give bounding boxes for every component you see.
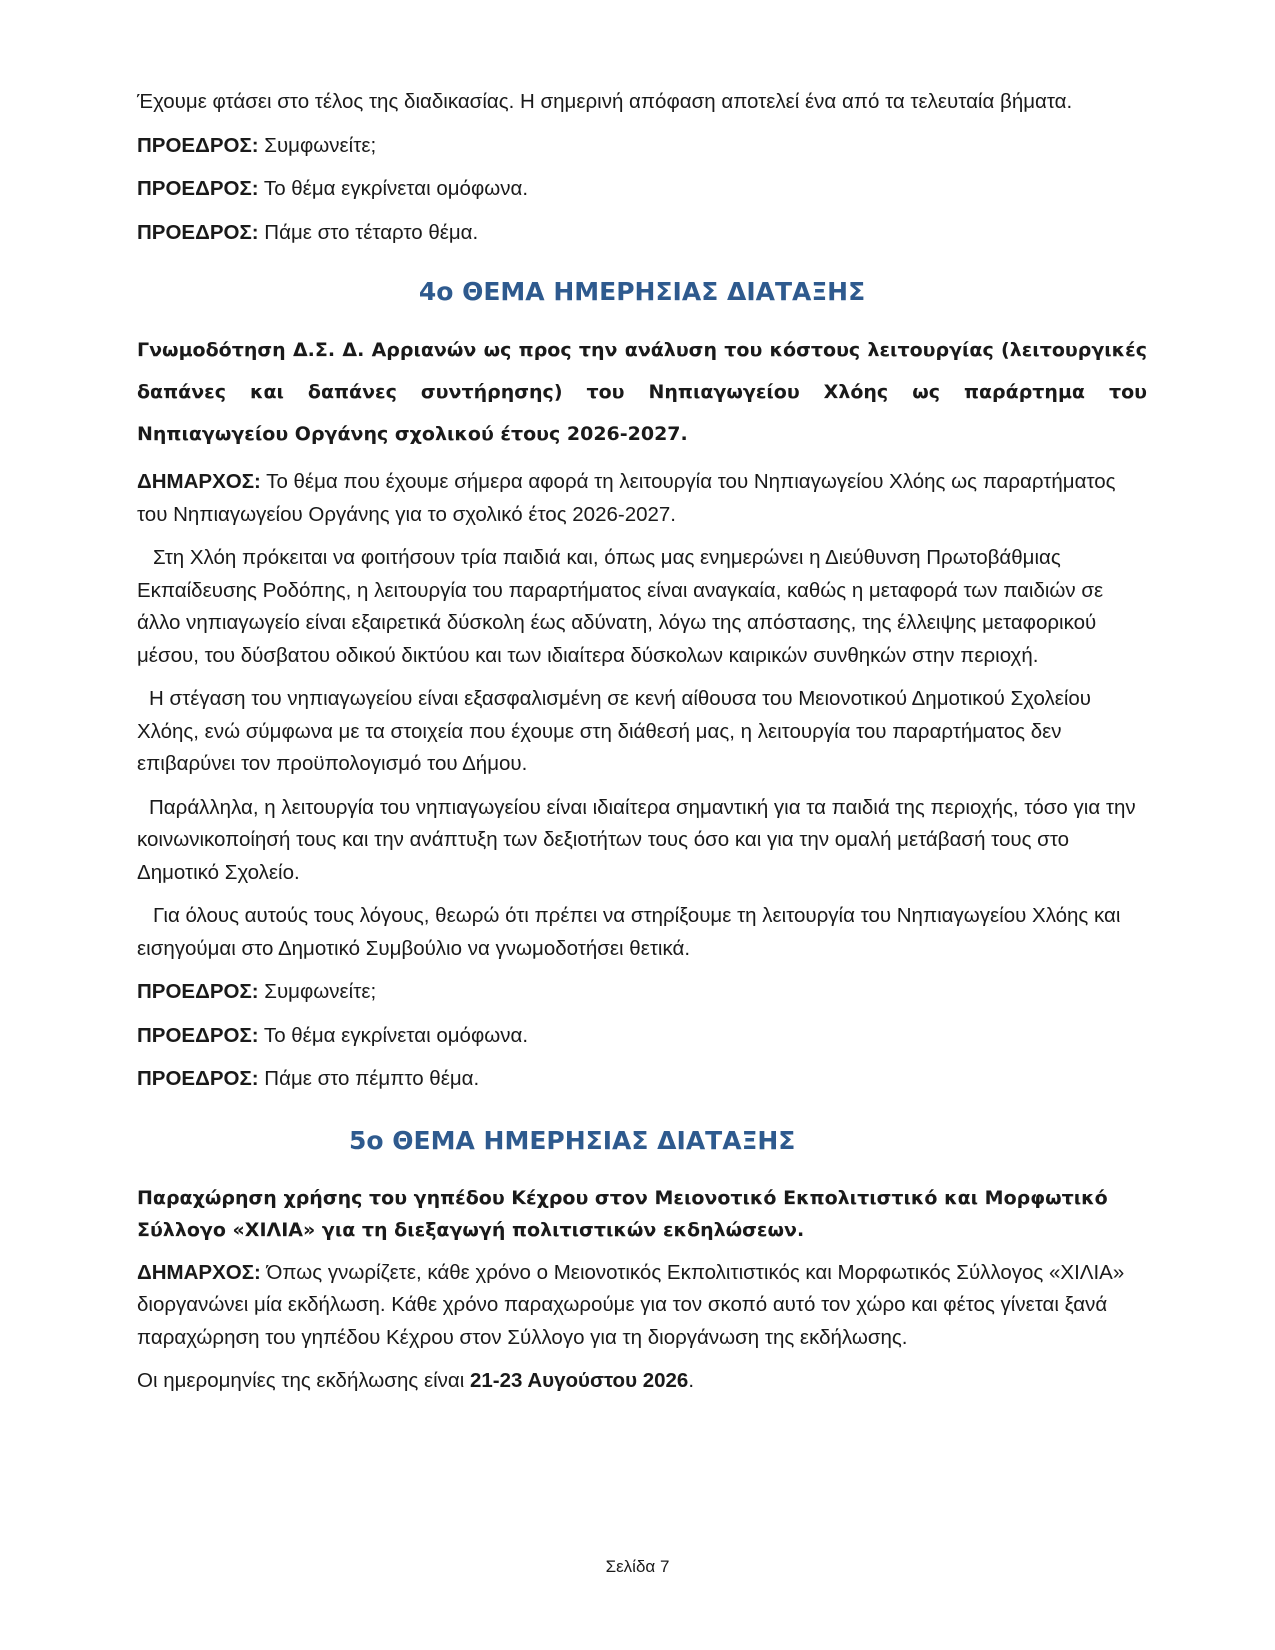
speech-text: Το θέμα εγκρίνεται ομόφωνα. <box>258 1023 529 1047</box>
speech-text: Συμφωνείτε; <box>258 133 377 157</box>
chairman-line <box>137 217 1147 250</box>
event-dates-line <box>137 1365 1147 1398</box>
speaker-label: ΠΡΟΕΔΡΟΣ: <box>137 133 259 157</box>
agenda-item-5-heading: 5ο ΘΕΜΑ ΗΜΕΡΗΣΙΑΣ ΔΙΑΤΑΞΗΣ <box>349 1125 796 1155</box>
speech-text: Πάμε στο πέμπτο θέμα. <box>258 1067 480 1090</box>
page-number: Σελίδα 7 <box>605 1557 670 1576</box>
chairman-line <box>137 173 1147 206</box>
agenda-item-4-heading: 4ο ΘΕΜΑ ΗΜΕΡΗΣΙΑΣ ΔΙΑΤΑΞΗΣ <box>418 277 866 306</box>
intro-paragraph: Έχουμε φτάσει στο τέλος της διαδικασίας. Η σημερινή απόφαση αποτελεί ένα από τα τελευταία βήματα. <box>137 90 1073 113</box>
chairman-line <box>137 1020 1147 1053</box>
dates-suffix: . <box>688 1369 695 1392</box>
speaker-label: ΠΡΟΕΔΡΟΣ: <box>137 1067 259 1090</box>
mayor-statement <box>137 1257 1147 1355</box>
speech-text: Συμφωνείτε; <box>258 980 377 1003</box>
page-content <box>137 86 1147 1398</box>
mayor-statement <box>137 466 1147 531</box>
body-paragraph: Για όλους αυτούς τους λόγους, θεωρώ ότι πρέπει να στηρίξουμε τη λειτουργία του Νηπιαγωγείου Χλόης και εισηγούμαι στο Δημοτικό Συμβούλιο να γνωμοδοτήσει θετικά. <box>137 904 1121 960</box>
speaker-label: ΠΡΟΕΔΡΟΣ: <box>137 177 259 200</box>
speaker-label: ΔΗΜΑΡΧΟΣ: <box>137 1260 261 1284</box>
chairman-line <box>137 1063 1147 1096</box>
body-paragraph: Η στέγαση του νηπιαγωγείου είναι εξασφαλισμένη σε κενή αίθουσα του Μειονοτικού Δημοτικού Σχολείου Χλόης, ενώ σύμφωνα με τα στοιχεία που έχουμε στη διάθεσή μας, η λειτουργία του παραρτήματος δεν επιβαρύνει τον προϋπολογισμό του Δήμου. <box>137 687 1092 775</box>
body-paragraph: Παράλληλα, η λειτουργία του νηπιαγωγείου είναι ιδιαίτερα σημαντική για τα παιδιά της περιοχής, τόσο για την κοινωνικοποίησή τους και την ανάπτυξη των δεξιοτήτων τους όσο και για την ομαλή μετάβασή τους στο Δημοτικό Σχολείο. <box>137 795 1136 884</box>
speech-text: Το θέμα εγκρίνεται ομόφωνα. <box>258 177 529 200</box>
agenda-item-4-subject: Γνωμοδότηση Δ.Σ. Δ. Αρριανών ως προς την ανάλυση του κόστους λειτουργίας (λειτουργικές δαπάνες και δαπάνες συντήρησης) του Νηπιαγωγείου Χλόης ως παράρτημα του Νηπιαγωγείου Οργάνης σχολικού έτους 2026-2027. <box>137 339 1147 445</box>
body-paragraph: Στη Χλόη πρόκειται να φοιτήσουν τρία παιδιά και, όπως μας ενημερώνει η Διεύθυνση Πρωτοβάθμιας Εκπαίδευσης Ροδόπης, η λειτουργία του παραρτήματος είναι αναγκαία, καθώς η μεταφορά των παιδιών σε άλλο νηπιαγωγείο είναι εξαιρετικά δύσκολη έως αδύνατη, λόγω της απόστασης, της έλλειψης μεταφορικού μέσου, του δύσβατου οδικού δικτύου και των ιδιαίτερα δύσκολων καιρικών συνθηκών στην περιοχή. <box>137 546 1104 667</box>
chairman-line <box>137 976 1147 1009</box>
chairman-line <box>137 130 1147 163</box>
speaker-label: ΠΡΟΕΔΡΟΣ: <box>137 1023 259 1047</box>
speaker-label: ΠΡΟΕΔΡΟΣ: <box>137 980 259 1003</box>
event-dates: 21-23 Αυγούστου 2026 <box>470 1369 689 1392</box>
dates-prefix: Οι ημερομηνίες της εκδήλωσης είναι <box>137 1369 470 1392</box>
speech-text: Το θέμα που έχουμε σήμερα αφορά τη λειτουργία του Νηπιαγωγείου Χλόης ως παραρτήματος του Νηπιαγωγείου Οργάνης για το σχολικό έτος 2026-2027. <box>137 470 1116 526</box>
speech-text: Όπως γνωρίζετε, κάθε χρόνο ο Μειονοτικός Εκπολιτιστικός και Μορφωτικός Σύλλογος «ΧΙΛΙΑ» διοργανώνει μία εκδήλωση. Κάθε χρόνο παραχωρούμε για τον σκοπό αυτό τον χώρο και φέτος γίνεται ξανά παραχώρηση του γηπέδου Κέχρου στον Σύλλογο για τη διοργάνωση της εκδήλωσης. <box>137 1260 1125 1349</box>
speech-text: Πάμε στο τέταρτο θέμα. <box>258 220 479 244</box>
speaker-label: ΔΗΜΑΡΧΟΣ: <box>137 470 261 493</box>
speaker-label: ΠΡΟΕΔΡΟΣ: <box>137 220 259 244</box>
agenda-item-5-subject: Παραχώρηση χρήσης του γηπέδου Κέχρου στον Μειονοτικό Εκπολιτιστικό και Μορφωτικό Σύλλογο «ΧΙΛΙΑ» για τη διεξαγωγή πολιτιστικών εκδηλώσεων. <box>137 1186 1108 1241</box>
